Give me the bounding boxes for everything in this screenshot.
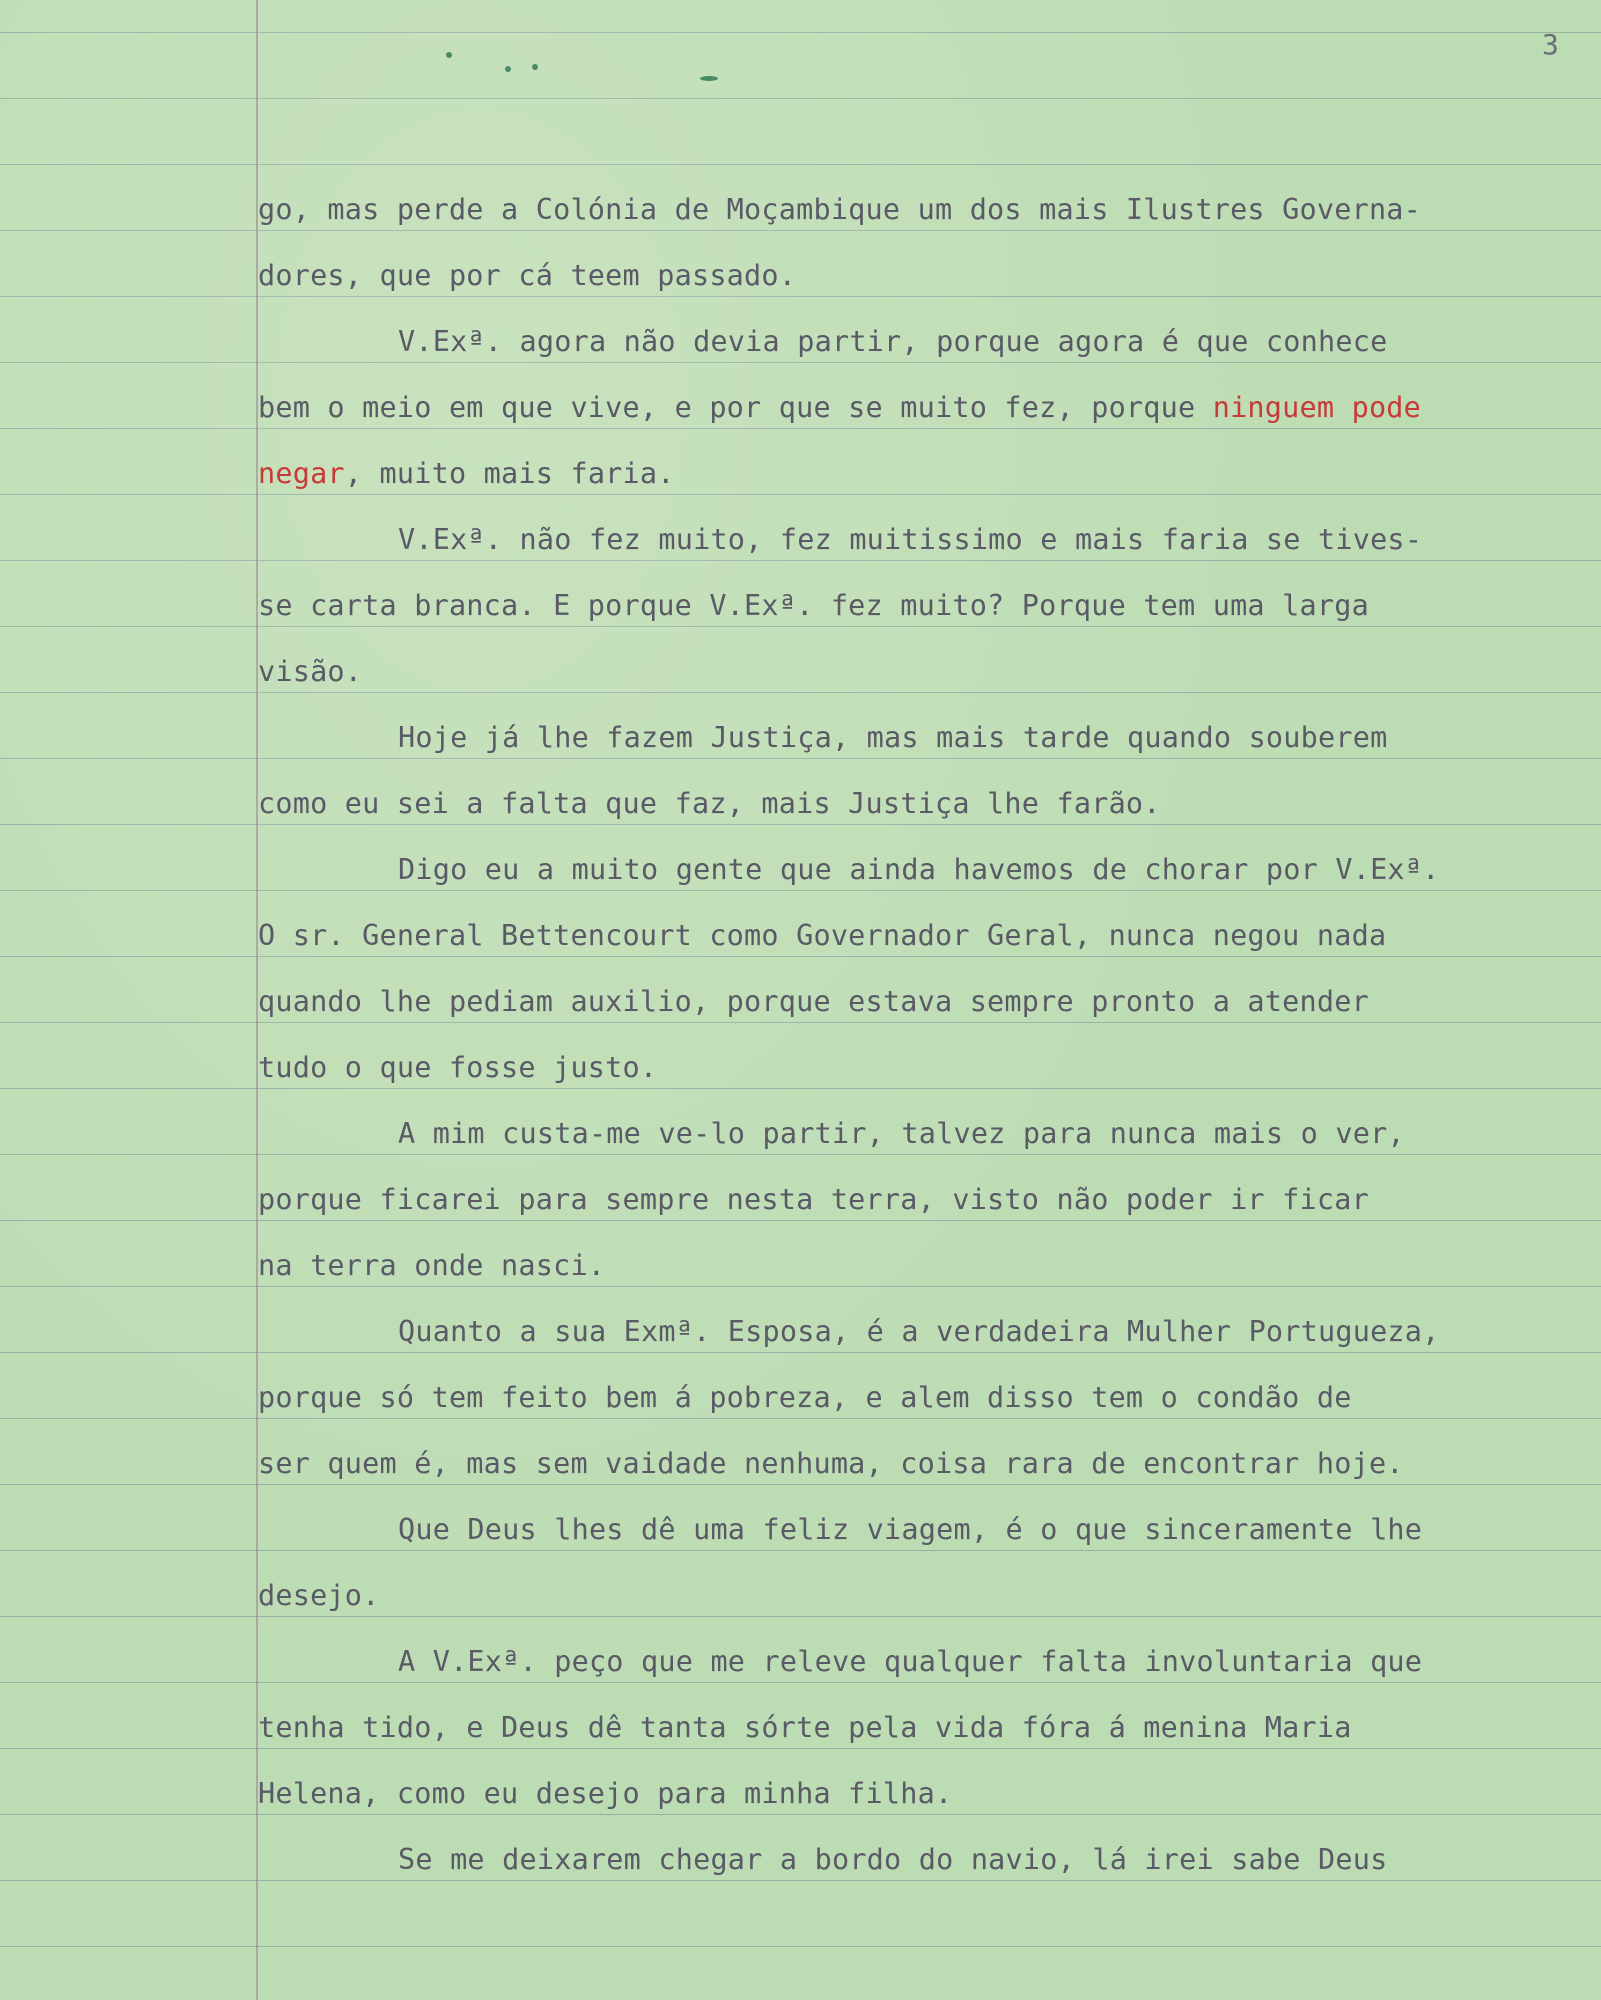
text-line: porque ficarei para sempre nesta terra, visto não poder ir ficar xyxy=(258,1183,1369,1216)
text-line: Digo eu a muito gente que ainda havemos de chorar por V.Exª. xyxy=(398,853,1440,886)
text-line: go, mas perde a Colónia de Moçambique um dos mais Ilustres Governa- xyxy=(258,193,1422,226)
text-line: A V.Exª. peço que me releve qualquer falta involuntaria que xyxy=(398,1645,1423,1678)
ink-speck xyxy=(532,64,538,70)
text-segment: , muito mais faria. xyxy=(344,457,675,490)
text-line xyxy=(258,454,675,494)
ink-speck xyxy=(700,76,718,81)
text-line: dores, que por cá teem passado. xyxy=(258,259,797,292)
text-line: tenha tido, e Deus dê tanta sórte pela vida fóra á menina Maria xyxy=(258,1711,1352,1744)
ink-speck xyxy=(446,52,452,58)
text-line: tudo o que fosse justo. xyxy=(258,1051,658,1084)
ink-speck xyxy=(505,66,511,72)
page-number: 3 xyxy=(1542,28,1559,61)
text-line: visão. xyxy=(258,655,363,688)
text-line: Se me deixarem chegar a bordo do navio, lá irei sabe Deus xyxy=(398,1843,1388,1876)
text-line: quando lhe pediam auxilio, porque estava sempre pronto a atender xyxy=(258,985,1369,1018)
text-line: Helena, como eu desejo para minha filha. xyxy=(258,1777,953,1810)
text-line: Que Deus lhes dê uma feliz viagem, é o que sinceramente lhe xyxy=(398,1513,1423,1546)
text-segment: bem o meio em que vive, e por que se muito fez, porque xyxy=(258,391,1213,424)
red-text-segment: negar xyxy=(258,457,345,490)
text-line xyxy=(258,388,1421,428)
text-line: porque só tem feito bem á pobreza, e alem disso tem o condão de xyxy=(258,1381,1352,1414)
text-line: como eu sei a falta que faz, mais Justiça lhe farão. xyxy=(258,787,1161,820)
red-text-segment: ninguem pode xyxy=(1212,391,1422,424)
text-line: A mim custa-me ve-lo partir, talvez para nunca mais o ver, xyxy=(398,1117,1405,1150)
text-line: Quanto a sua Exmª. Esposa, é a verdadeira Mulher Portugueza, xyxy=(398,1315,1440,1348)
text-line: V.Exª. não fez muito, fez muitissimo e mais faria se tives- xyxy=(398,523,1423,556)
text-line: se carta branca. E porque V.Exª. fez muito? Porque tem uma larga xyxy=(258,589,1369,622)
text-line: na terra onde nasci. xyxy=(258,1249,606,1282)
text-line: desejo. xyxy=(258,1579,380,1612)
text-line: O sr. General Bettencourt como Governador Geral, nunca negou nada xyxy=(258,919,1387,952)
text-line: V.Exª. agora não devia partir, porque agora é que conhece xyxy=(398,325,1388,358)
text-line: ser quem é, mas sem vaidade nenhuma, coisa rara de encontrar hoje. xyxy=(258,1447,1404,1480)
text-line: Hoje já lhe fazem Justiça, mas mais tarde quando souberem xyxy=(398,721,1388,754)
